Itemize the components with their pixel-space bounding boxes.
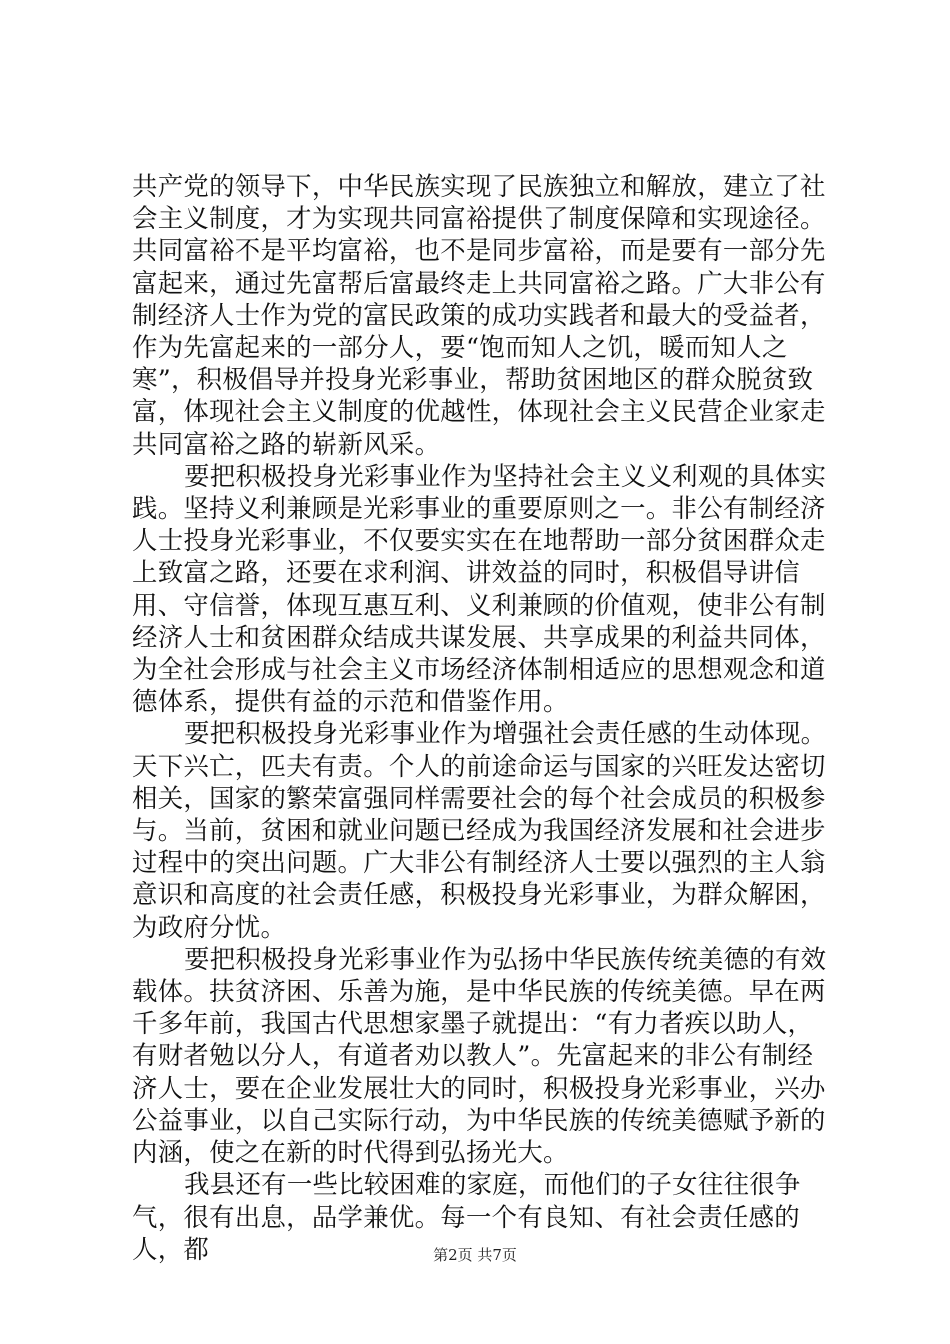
paragraph-2: 要把积极投身光彩事业作为坚持社会主义义利观的具体实践。坚持义利兼顾是光彩事业的重要原则之一。非公有制经济人士投身光彩事业，不仅要实实在在地帮助一部分贫困群众走上致富之路，还要在求利润、讲效益的同时，积极倡导讲信用、守信誉，体现互惠互利、义利兼顾的价值观，使非公有制经济人士和贫困群众结成共谋发展、共享成果的利益共同体，为全社会形成与社会主义市场经济体制相适应的思想观念和道德体系，提供有益的示范和借鉴作用。 [132,460,827,717]
document-body [132,170,832,1265]
paragraph-1: 共产党的领导下，中华民族实现了民族独立和解放，建立了社会主义制度，才为实现共同富裕提供了制度保障和实现途径。共同富裕不是平均富裕，也不是同步富裕，而是要有一部分先富起来，通过先富帮后富最终走上共同富裕之路。广大非公有制经济人士作为党的富民政策的成功实践者和最大的受益者，作为先富起来的一部分人，要“饱而知人之饥，暖而知人之寒”，积极倡导并投身光彩事业，帮助贫困地区的群众脱贫致富，体现社会主义制度的优越性，体现社会主义民营企业家走共同富裕之路的崭新风采。 [132,171,826,459]
page-number-footer: 第2页 共7页 [433,1246,517,1264]
paragraph-3: 要把积极投身光彩事业作为增强社会责任感的生动体现。天下兴亡，匹夫有责。个人的前途命运与国家的兴旺发达密切相关，国家的繁荣富强同样需要社会的每个社会成员的积极参与。当前，贫困和就业问题已经成为我国经济发展和社会进步过程中的突出问题。广大非公有制经济人士要以强烈的主人翁意识和高度的社会责任感，积极投身光彩事业，为群众解困，为政府分忧。 [132,718,827,942]
paragraph-5: 我县还有一些比较困难的家庭，而他们的子女往往很争气，很有出息，品学兼优。每一个有良知、有社会责任感的人，都 [132,1169,801,1264]
paragraph-4: 要把积极投身光彩事业作为弘扬中华民族传统美德的有效载体。扶贫济困、乐善为施，是中华民族的传统美德。早在两千多年前，我国古代思想家墨子就提出：“有力者疾以助人，有财者勉以分人，有道者劝以教人”。先富起来的非公有制经济人士，要在企业发展壮大的同时，积极投身光彩事业，兴办公益事业，以自己实际行动，为中华民族的传统美德赋予新的内涵，使之在新的时代得到弘扬光大。 [132,943,827,1168]
